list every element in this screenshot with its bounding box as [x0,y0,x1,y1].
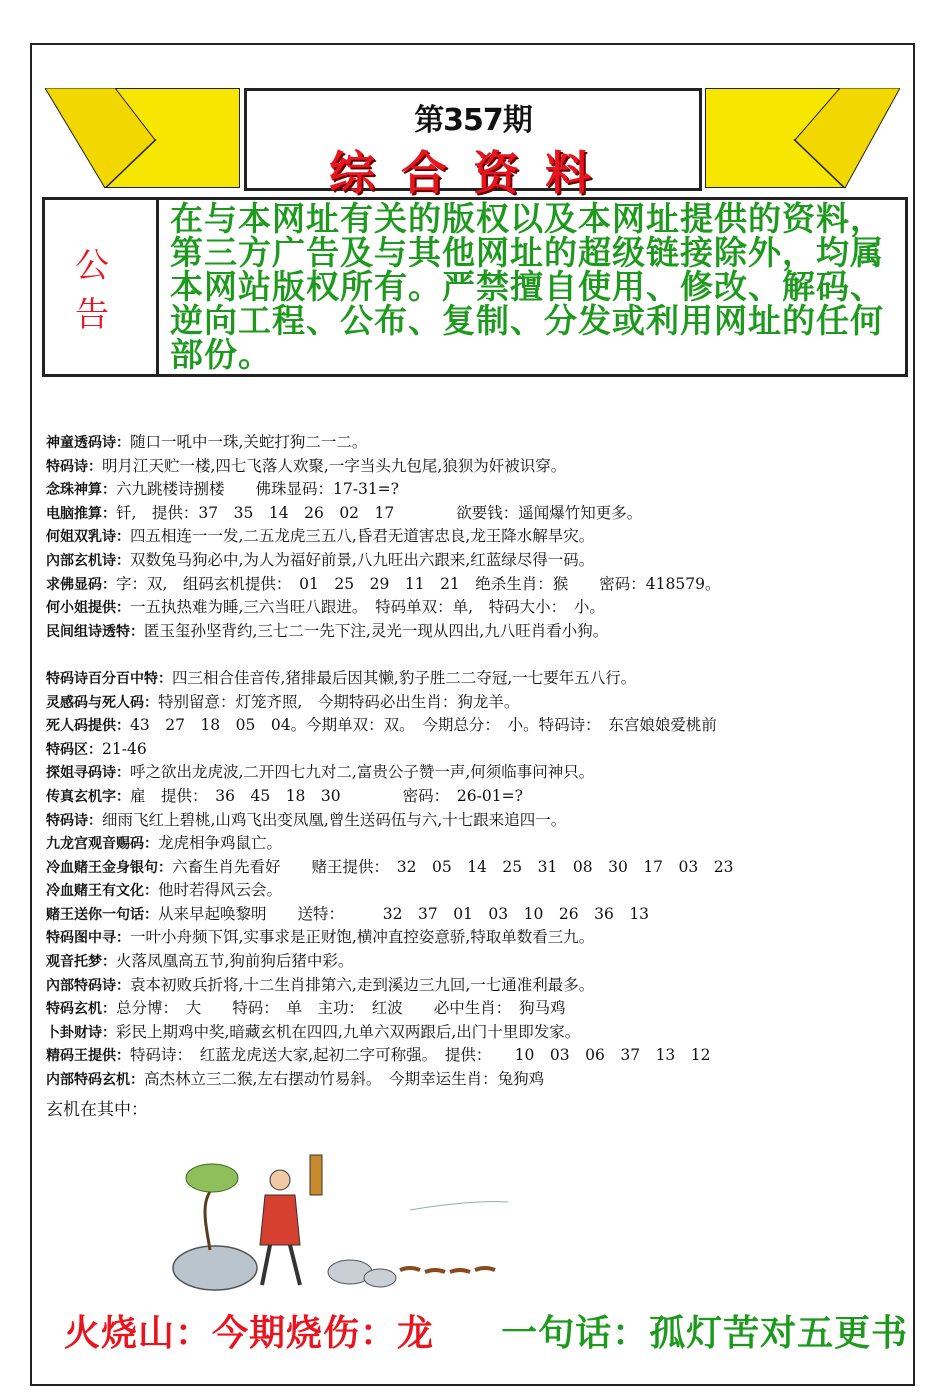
line-value: 龙虎相争鸡鼠亡。 [158,834,283,853]
right-ribbon-decoration [705,88,900,188]
line-key: 特码图中寻： [46,930,130,947]
line-key: 民间组诗透特： [46,623,144,640]
list-item [46,926,906,950]
line-key: 赌王送你一句话： [46,906,158,923]
page-title: 综合资料 [329,146,617,200]
notice-box [42,197,908,377]
line-key: 内部特码玄机： [46,1072,144,1089]
notice-label: 公告 [45,200,159,374]
footer-one-sentence: 一句话：孤灯苦对五更书 [501,1312,909,1354]
content-lines [46,431,906,1092]
line-value: 雇 提供： 36 45 18 30 密码： 26-01=? [130,786,523,805]
extra-label: 玄机在其中： [46,1100,148,1120]
line-key: 特码诗百分百中特： [46,670,172,687]
list-item [46,974,906,998]
line-key: 死人码提供： [46,718,130,735]
list-item [46,1021,906,1045]
line-value: 钎, 提供：37 35 14 26 02 17 欲要钱：遥闻爆竹知更多。 [116,503,643,522]
line-value: 双数兔马狗必中,为人为福好前景,八九旺出六跟来,红蓝绿尽得一码。 [130,550,595,569]
list-item [46,667,906,691]
line-value: 特码诗： 红蓝龙虎送大家,起初二字可称强。 提供： 10 03 06 37 13 12 [130,1046,711,1065]
notice-text: 在与本网址有关的版权以及本网址提供的资料，第三方广告及与其他网址的超级链接除外，均属本网站版权所有。严禁擅自使用、修改、解码、逆向工程、公布、复制、分发或利用网址的任何部份。 [170,199,884,374]
list-item [46,525,906,549]
footer-fire-mountain: 火烧山：今期烧伤：龙 [64,1312,435,1354]
list-item [46,431,906,455]
line-value: 四三相合佳音传,猪排最后因其懒,豹子胜二二夺冠,一七要年五八行。 [172,668,637,687]
line-key: 冷血赌王金身银句： [46,859,172,876]
line-value: 字：双, 组码玄机提供： 01 25 29 11 21 绝杀生肖：猴 密码：418579。 [116,574,721,593]
list-item [46,950,906,974]
line-value: 一叶小舟频下饵,实事求是正财饱,横冲直控姿意骄,特取单数看三九。 [130,928,595,947]
line-value: 明月江天贮一楼,四七飞落人欢聚,一字当头九包尾,狼狈为奸被识穿。 [102,456,567,475]
list-item [46,785,906,809]
line-value: 六畜生肖先看好 赌王提供： 32 05 14 25 31 08 30 17 03 23 [172,857,734,876]
list-item [46,643,906,667]
line-key: 精码王提供： [46,1048,130,1065]
line-key: 神童透码诗： [46,435,130,451]
list-item [46,832,906,856]
list-item [46,1044,906,1068]
line-value: 彩民上期鸡中奖,暗藏玄机在四四,九单六双两跟后,出门十里即发家。 [116,1022,581,1041]
line-key: 电脑推算： [46,505,116,522]
list-item [46,1068,906,1092]
line-value: 从来早起唤黎明 送特： 32 37 01 03 10 26 36 13 [158,904,650,923]
line-value: 呼之欲出龙虎波,二开四七九对二,富贵公子赞一声,何须临事问神只。 [130,763,595,782]
line-value: 火落凤凰高五节,狗前狗后猪中彩。 [116,952,354,971]
line-key: 內部特码诗： [46,977,130,994]
list-item [46,478,906,502]
line-key: 內部玄机诗： [46,552,130,569]
line-value: 高杰林立三二猴,左右摆动竹易斜。 今期幸运生肖：兔狗鸡 [144,1070,545,1089]
line-key: 观音托梦： [46,954,116,971]
line-value: 一五执热难为睡,三六当旺八跟进。 特码单双：单, 特码大小： 小。 [130,598,605,617]
line-key: 特码诗： [46,458,102,475]
line-value: 匿玉玺孙坚背约,三七二一先下注,灵光一现从四出,九八旺肖看小狗。 [144,621,609,640]
list-item [46,738,906,762]
line-value: 六九跳楼诗捌楼 佛珠显码：17-31=? [116,480,399,499]
list-item [46,761,906,785]
figure-illustration [170,1150,510,1300]
line-key: 冷血赌王有文化： [46,883,158,900]
line-value: 他时若得风云会。 [158,881,283,900]
left-ribbon-decoration [45,88,240,188]
title-box [244,88,702,200]
line-key: 九龙宫观音赐码： [46,836,158,853]
line-key: 传真玄机字： [46,788,130,805]
list-item [46,573,906,597]
line-value: 四五相连一一发,二五龙虎三五八,昏君无道害忠良,龙王降水解旱灾。 [130,527,595,546]
issue-number: 第357期 [414,103,532,138]
list-item [46,714,906,738]
list-item [46,455,906,479]
line-key: 特码区： [46,741,102,758]
list-item [46,856,906,880]
line-value: 细雨飞红上碧桃,山鸡飞出变凤凰,曾生送码伍与六,十七跟来追四一。 [102,810,567,829]
list-item [46,809,906,833]
footer-line [64,1305,908,1356]
line-key: 特码诗： [46,812,102,829]
list-item [46,549,906,573]
list-item [46,879,906,903]
line-key: 探姐寻码诗： [46,765,130,782]
line-key: 念珠神算： [46,482,116,499]
line-key: 特码玄机： [46,1001,116,1018]
list-item [46,691,906,715]
line-key: 灵感码与死人码： [46,694,158,711]
line-key: 求佛显码： [46,576,116,593]
line-value: 随口一吼中一珠,关蛇打狗二一二。 [130,433,368,451]
list-item [46,903,906,927]
list-item [46,620,906,644]
list-item [46,596,906,620]
line-key: 卜卦财诗： [46,1024,116,1041]
line-key: 何姐双乳诗： [46,529,130,546]
line-key: 何小姐提供： [46,600,130,617]
line-value: 43 27 18 05 04。今期单双：双。 今期总分： 小。特码诗： 东宫娘娘爱桃前 [130,716,717,735]
list-item [46,502,906,526]
line-value: 袁本初败兵折将,十二生肖排第六,走到溪边三九回,一七通准利最多。 [130,975,595,994]
line-value: 总分博： 大 特码： 单 主功： 红波 必中生肖： 狗马鸡 [116,999,566,1018]
list-item [46,997,906,1021]
line-value: 21-46 [102,739,147,758]
line-value: 特别留意：灯笼齐照, 今期特码必出生肖：狗龙羊。 [158,692,520,711]
